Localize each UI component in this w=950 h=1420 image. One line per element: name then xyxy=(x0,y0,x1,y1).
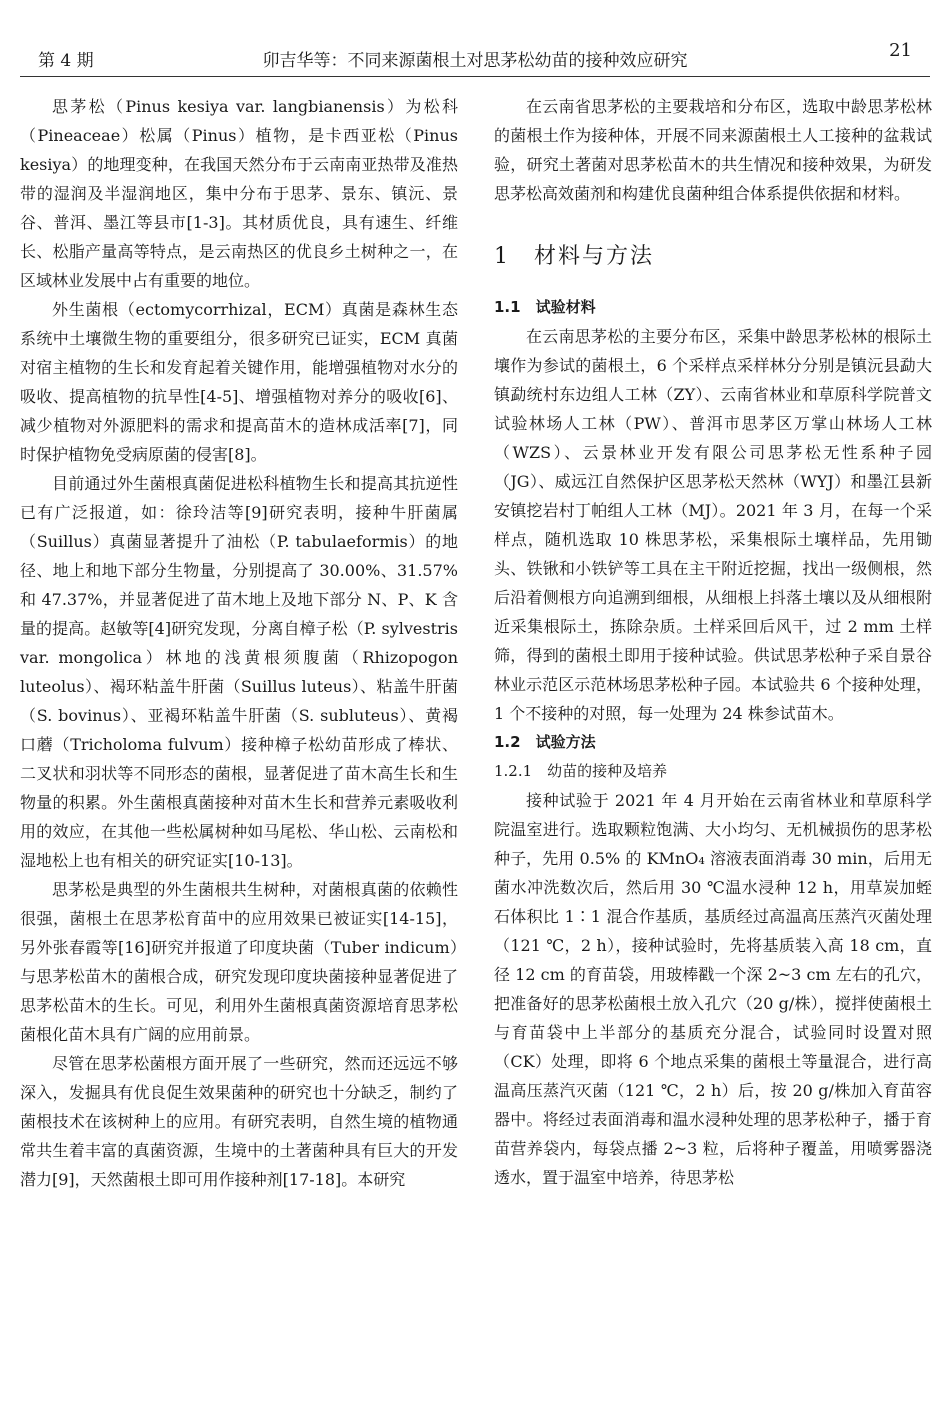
paragraph: 思茅松是典型的外生菌根共生树种，对菌根真菌的依赖性很强，菌根土在思茅松育苗中的应用效果已被证实[14-15]，另外张春霞等[16]研究并报道了印度块菌（Tuber indicum）与思茅松苗木的菌根合成，研究发现印度块菌接种显著促进了思茅松苗木的生长。可见，利用外生菌根真菌资源培育思茅松菌根化苗木具有广阔的应用前景。 xyxy=(20,880,458,1044)
subsubsection-heading: 1.2.1 幼苗的接种及培养 xyxy=(494,762,668,780)
paragraph: 在云南省思茅松的主要栽培和分布区，选取中龄思茅松林的菌根土作为接种体，开展不同来源菌根土人工接种的盆栽试验，研究土著菌对思茅松苗木的共生情况和接种效果，为研发思茅松高效菌剂和构建优良菌种组合体系提供依据和材料。 xyxy=(494,97,932,203)
running-header xyxy=(20,40,930,80)
header-rule xyxy=(20,76,930,77)
subsection-heading: 1.1 试验材料 xyxy=(494,298,596,316)
page-number: 21 xyxy=(889,40,912,61)
paragraph: 思茅松（Pinus kesiya var. langbianensis）为松科（Pineaceae）松属（Pinus）植物，是卡西亚松（Pinus kesiya）的地理变种，在我国天然分布于云南南亚热带及准热带的湿润及半湿润地区，集中分布于思茅、景东、镇沅、景谷、普洱、墨江等县市[1-3]。其材质优良，具有速生、纤维长、松脂产量高等特点，是云南热区的优良乡土树种之一，在区域林业发展中占有重要的地位。 xyxy=(20,97,458,290)
paragraph: 目前通过外生菌根真菌促进松科植物生长和提高其抗逆性已有广泛报道，如：徐玲洁等[9]研究表明，接种牛肝菌属（Suillus）真菌显著提升了油松（P. tabulaeformis）的地径、地上和地下部分生物量，分别提高了 30.00%、31.57% 和 47.37%，并显著促进了苗木地上及地下部分 N、P、K 含量的提高。赵敏等[4]研究发现，分离自樟子松（P. sylvestris var. mongolica）林地的浅黄根须腹菌（Rhizopogon luteolus）、褐环粘盖牛肝菌（Suillus luteus）、粘盖牛肝菌（S. bovinus）、亚褐环粘盖牛肝菌（S. subluteus）、黄褐口蘑（Tricholoma fulvum）接种樟子松幼苗形成了棒状、二叉状和羽状等不同形态的菌根，显著促进了苗木高生长和生物量的积累。外生菌根真菌接种对苗木生长和营养元素吸收利用的效应，在其他一些松属树种如马尾松、华山松、云南松和湿地松上也有相关的研究证实[10-13]。 xyxy=(20,474,458,870)
paragraph: 外生菌根（ectomycorrhizal，ECM）真菌是森林生态系统中土壤微生物的重要组分，很多研究已证实，ECM 真菌对宿主植物的生长和发育起着关键作用，能增强植物对水分的吸收、提高植物的抗旱性[4-5]、增强植物对养分的吸收[6]、减少植物对外源肥料的需求和提高苗木的造林成活率[7]，同时保护植物免受病原菌的侵害[8]。 xyxy=(20,300,458,464)
paragraph: 接种试验于 2021 年 4 月开始在云南省林业和草原科学院温室进行。选取颗粒饱满、大小均匀、无机械损伤的思茅松种子，先用 0.5% 的 KMnO₄ 溶液表面消毒 30 min，后用无菌水冲洗数次后，然后用 30 ℃温水浸种 12 h，用草炭加蛭石体积比 1∶1 混合作基质，基质经过高温高压蒸汽灭菌处理（121 ℃，2 h），接种试验时，先将基质装入高 18 cm，直径 12 cm 的育苗袋，用玻棒戳一个深 2~3 cm 左右的孔穴，把准备好的思茅松菌根土放入孔穴（20 g/株），搅拌使菌根土与育苗袋中上半部分的基质充分混合，试验同时设置对照（CK）处理，即将 6 个地点采集的菌根土等量混合，进行高温高压蒸汽灭菌（121 ℃，2 h）后，按 20 g/株加入育苗容器中。将经过表面消毒和温水浸种处理的思茅松种子，播于育苗营养袋内，每袋点播 2~3 粒，后将种子覆盖，用喷雾器浇透水，置于温室中培养，待思茅松 xyxy=(494,791,932,1187)
section-heading: 1 材料与方法 xyxy=(494,244,654,269)
right-column xyxy=(494,92,932,1192)
running-title: 卯吉华等：不同来源菌根土对思茅松幼苗的接种效应研究 xyxy=(262,51,688,71)
paragraph: 尽管在思茅松菌根方面开展了一些研究，然而还远远不够深入，发掘具有优良促生效果菌种的研究也十分缺乏，制约了菌根技术在该树种上的应用。有研究表明，自然生境的植物通常共生着丰富的真菌资源，生境中的土著菌种具有巨大的开发潜力[9]，天然菌根土即可用作接种剂[17-18]。本研究 xyxy=(20,1054,458,1189)
issue-number: 第 4 期 xyxy=(38,51,94,71)
left-column xyxy=(20,92,458,1194)
subsection-heading: 1.2 试验方法 xyxy=(494,733,596,751)
paragraph: 在云南思茅松的主要分布区，采集中龄思茅松林的根际土壤作为参试的菌根土，6 个采样点采样林分分别是镇沅县勐大镇勐统村东边组人工林（ZY）、云南省林业和草原科学院普文试验林场人工林（PW）、普洱市思茅区万掌山林场人工林（WZS）、云景林业开发有限公司思茅松无性系种子园（JG）、威远江自然保护区思茅松天然林（WYJ）和墨江县新安镇挖岩村丁帕组人工林（MJ）。2021 年 3 月，在每一个采样点，随机选取 10 株思茅松，采集根际土壤样品，先用锄头、铁锹和小铁铲等工具在主干附近挖掘，找出一级侧根，然后沿着侧根方向追溯到细根，从细根上抖落土壤以及从细根附近采集根际土，拣除杂质。土样采回后风干，过 2 mm 土样筛，得到的菌根土即用于接种试验。供试思茅松种子采自景谷林业示范区示范林场思茅松种子园。本试验共 6 个接种处理，1 个不接种的对照，每一处理为 24 株参试苗木。 xyxy=(494,327,932,723)
